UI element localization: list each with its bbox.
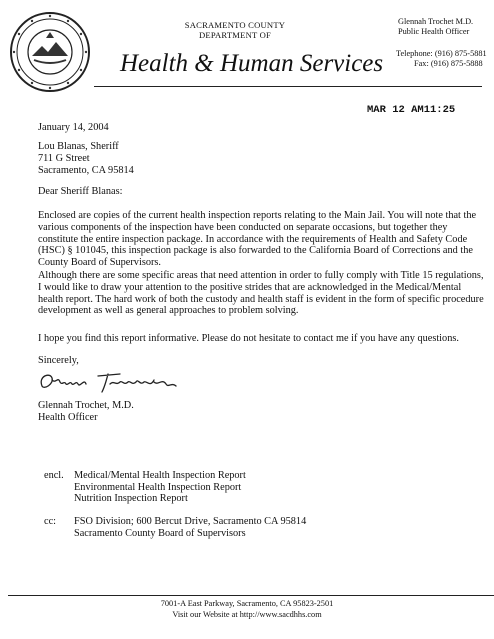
officer-title: Public Health Officer [398, 27, 470, 36]
received-stamp: MAR 12 AM11:25 [367, 104, 456, 116]
enclosure-item: Nutrition Inspection Report [74, 493, 188, 504]
closing: Sincerely, [38, 355, 79, 366]
cc-list [74, 516, 306, 540]
fax: Fax: (916) 875-5888 [414, 58, 483, 68]
enclosure-item: Medical/Mental Health Inspection Report [74, 470, 246, 481]
recipient-name: Lou Blanas, Sheriff [38, 141, 119, 152]
health-officer-block [398, 17, 490, 37]
telephone: Telephone: (916) 875-5881 [396, 49, 487, 58]
county-seal-icon [8, 10, 92, 94]
footer-address: 7001-A East Parkway, Sacramento, CA 95823-2501 [160, 599, 334, 608]
contact-numbers [396, 49, 492, 68]
cc-item: FSO Division; 600 Bercut Drive, Sacramento CA 95814 [74, 516, 307, 527]
salutation: Dear Sheriff Blanas: [38, 186, 123, 197]
recipient-city: Sacramento, CA 95814 [38, 165, 134, 176]
enclosure-item: Environmental Health Inspection Report [74, 481, 242, 493]
body-paragraph: I hope you find this report informative. Please do not hesitate to contact me if you have any questions. [38, 333, 459, 344]
body-paragraph: Enclosed are copies of the current health inspection reports relating to the Main Jail. You will note that the various components of the inspection have been conducted on separate occasions, but together they constitute the entire inspection package. In accordance with the requirements of Health and Safety Code (HSC) § 101045, this inspection package is also forwarded to the California Board of Corrections and the County Board of Supervisors. [38, 210, 477, 269]
enclosure-label: encl. [44, 470, 64, 481]
footer-rule [8, 595, 494, 596]
department-title: Health & Human Services [120, 50, 384, 77]
footer-website[interactable]: Visit our Website at http://www.sacdhhs.com [172, 609, 322, 619]
county-line: SACRAMENTO COUNTY [184, 20, 286, 30]
signer-block [38, 400, 134, 424]
cc-item: Sacramento County Board of Supervisors [74, 528, 246, 539]
handwritten-signature [36, 368, 186, 396]
cc-label: cc: [44, 516, 57, 527]
signer-title: Health Officer [38, 412, 98, 423]
footer [0, 599, 494, 620]
header-rule [94, 86, 482, 87]
body-paragraph: Although there are some specific areas that need attention in order to fully comply with Title 15 regulations, I would like to draw your attention to the positive strides that are acknowledged in the Medical/Mental health report. The hard work of both the custody and health staff is evident in the form of specific procedure development as well as general approaches to problem solving. [38, 270, 484, 317]
recipient-street: 711 G Street [38, 153, 90, 164]
letter-date: January 14, 2004 [38, 122, 109, 133]
department-line: DEPARTMENT OF [198, 30, 272, 40]
enclosure-list [74, 470, 246, 505]
county-name [150, 20, 320, 40]
recipient-address [38, 141, 134, 177]
signer-name: Glennah Trochet, M.D. [38, 400, 134, 411]
officer-name: Glennah Trochet M.D. [398, 17, 474, 26]
